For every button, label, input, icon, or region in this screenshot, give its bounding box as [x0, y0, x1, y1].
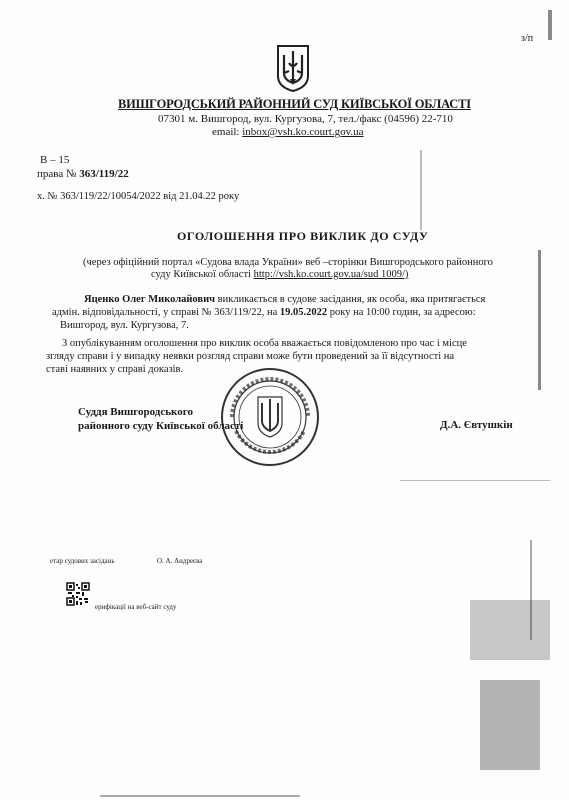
email-link[interactable]: inbox@vsh.ko.court.gov.ua: [242, 126, 364, 138]
ref-form: В – 15: [40, 154, 70, 166]
para2-line1: З опублікуванням оголошення про виклик особа вважається повідомленою про час і місце: [62, 338, 467, 349]
ref-case-number: 363/119/22: [79, 168, 129, 180]
via-line-2-text: суду Київської області: [151, 269, 254, 280]
document-title: ОГОЛОШЕННЯ ПРО ВИКЛИК ДО СУДУ: [177, 229, 429, 243]
para1-line1-rest: викликається в судове засідання, як особа, яка притягається: [215, 294, 486, 305]
scan-artifact: [538, 250, 541, 390]
scan-artifact: [420, 150, 422, 230]
court-stamp: [218, 365, 322, 469]
ref-case-label: права №: [37, 168, 80, 180]
secretary-name: О. А. Андреєва: [157, 557, 203, 565]
para1-line1: [84, 294, 485, 305]
judge-name: Д.А. Євтушкін: [440, 419, 513, 431]
judge-title-line2: районного суду Київської області: [78, 420, 244, 432]
qr-caption: ерифікації на веб-сайт суду: [95, 603, 177, 611]
para1-line3: Вишгород, вул. Кургузова, 7.: [60, 320, 189, 331]
scan-artifact: [470, 600, 550, 660]
page-number: з/п: [521, 33, 534, 44]
para2-line2: згляду справи і у випадку неявки розгляд справи може бути проведений за її відсутності на: [46, 351, 455, 362]
para1-line2-prefix: адмін. відповідальності, у справі № 363/119/22, на: [52, 307, 280, 318]
ref-incoming: х. № 363/119/22/10054/2022 від 21.04.22 року: [37, 191, 240, 202]
court-address: 07301 м. Вишгород, вул. Кургузова, 7, тел./факс (04596) 22-710: [158, 113, 453, 125]
para1-line2: [52, 307, 476, 318]
para1-line2-suffix: року на 10:00 годин, за адресою:: [327, 307, 476, 318]
scan-artifact: [480, 680, 540, 770]
scan-artifact: [548, 10, 552, 40]
para2-line3: ставі наявних у справі доказів.: [46, 364, 184, 375]
judge-title-line1: Суддя Вишгородського: [78, 406, 193, 418]
via-line-2: [151, 269, 408, 280]
summoned-person: Яценко Олег Миколайович: [84, 294, 216, 305]
court-website-link[interactable]: http://vsh.ko.court.gov.ua/sud 1009/): [253, 269, 409, 280]
secretary-label: етар судових засідань: [50, 557, 115, 565]
scan-artifact: [400, 480, 550, 481]
court-email: [212, 126, 364, 138]
hearing-date: 19.05.2022: [279, 307, 328, 318]
qr-code-icon[interactable]: [66, 582, 90, 606]
scan-artifact: [100, 795, 300, 797]
ref-case: [37, 168, 129, 180]
scan-artifact: [530, 540, 532, 640]
court-name: ВИШГОРОДСЬКИЙ РАЙОННИЙ СУД КИЇВСЬКОЇ ОБЛАСТІ: [118, 97, 471, 111]
via-line-1: (через офіційний портал «Судова влада України» веб –сторінки Вишгородського районного: [83, 257, 493, 268]
email-label: email:: [212, 126, 243, 138]
trident-emblem-icon: [275, 43, 311, 93]
